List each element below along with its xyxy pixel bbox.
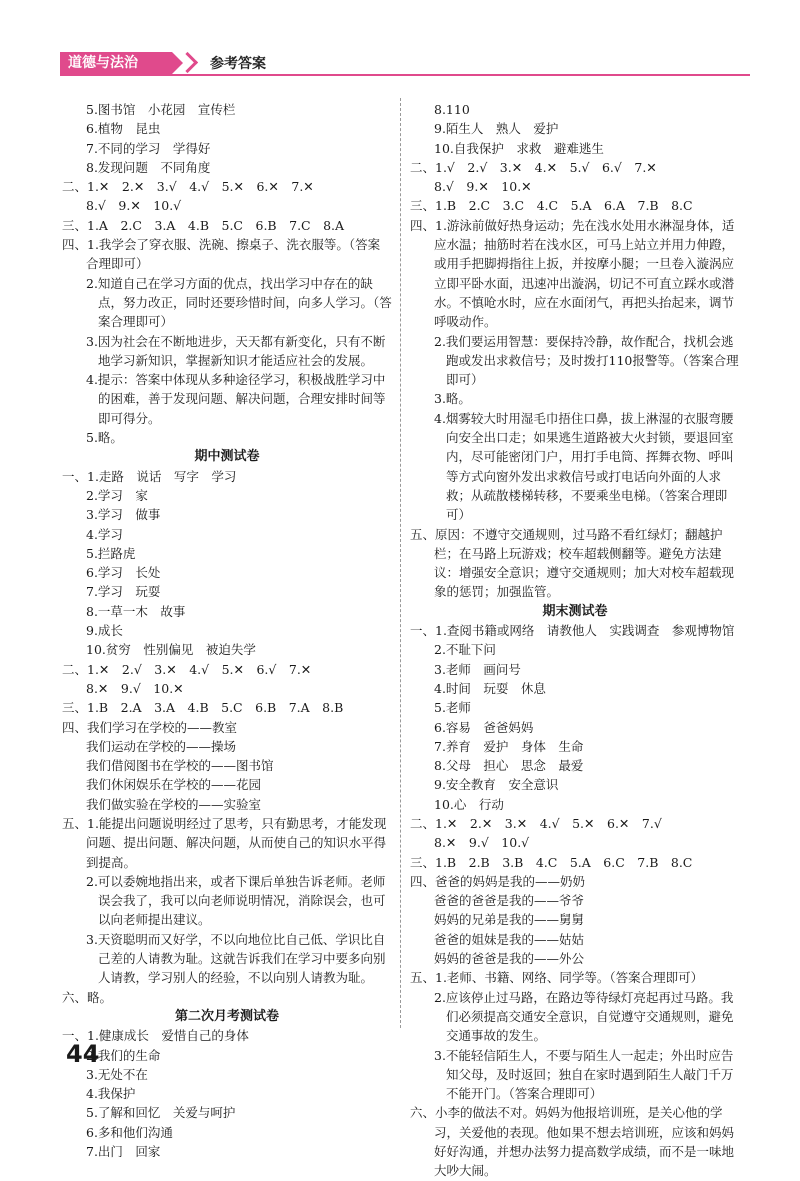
- answer-line: 5.老师: [434, 700, 471, 716]
- answer-line: 3.略。: [434, 391, 471, 407]
- answer-line: 3.老师 画问号: [434, 661, 521, 677]
- answer-line: 2.学习 家: [86, 487, 148, 503]
- left-column: [62, 100, 392, 1161]
- section-title: 期中测试卷: [194, 449, 260, 465]
- answer-line: 8.√ 9.✕ 10.✕: [434, 179, 532, 195]
- answer-line: 四、我们学习在学校的——教室: [62, 719, 238, 735]
- answer-line: 我们运动在学校的——操场: [86, 738, 237, 754]
- answer-line: 3.天资聪明而又好学，不以向地位比自己低、学识比自己差的人请教为耻。这就告诉我们在学习中要多向别人请教，学习别人的经验，不以向别人请教为耻。: [86, 931, 386, 986]
- answer-line: 四、1.我学会了穿衣服、洗碗、擦桌子、洗衣服等。（答案合理即可）: [62, 237, 381, 272]
- page-number: 44: [66, 1040, 100, 1068]
- answer-line: 6.学习 长处: [86, 565, 161, 581]
- answer-line: 2.不耻下问: [434, 642, 496, 658]
- answer-line: 7.养育 爱护 身体 生命: [434, 738, 584, 754]
- answer-line: 7.学习 玩耍: [86, 584, 161, 600]
- answer-line: 6.多和他们沟通: [86, 1124, 173, 1140]
- answer-line: 六、略。: [62, 989, 113, 1005]
- answer-line: 2.应该停止过马路，在路边等待绿灯亮起再过马路。我们必须提高交通安全意识，自觉遵守交通规则，避免交通事故的发生。: [434, 989, 734, 1044]
- answer-line: 爸爸的爸爸是我的——爷爷: [434, 893, 585, 909]
- answer-line: 2.我们的生命: [86, 1047, 161, 1063]
- answer-line: 4.烟雾较大时用湿毛巾捂住口鼻，拔上淋湿的衣服弯腰向安全出口走；如果逃生道路被大火封锁，要退回室内，尽可能密闭门户，用打手电筒、挥舞衣物、呼叫等方式向窗外发出求救信号或打电话向外面的人求救；从疏散楼梯转移，不要乘坐电梯。（答案合理即可）: [434, 410, 734, 523]
- answer-line: 5.了解和回忆 关爱与呵护: [86, 1105, 236, 1121]
- answer-line: 五、原因：不遵守交通规则，过马路不看红绿灯；翻越护栏；在马路上玩游戏；校车超载侧翻等。避免方法建议：增强安全意识；遵守交通规则；加大对校车超载现象的惩罚；加强监管。: [410, 526, 735, 600]
- answer-line: 3.学习 做事: [86, 507, 161, 523]
- answer-line: 9.成长: [86, 623, 123, 639]
- header-title: 参考答案: [210, 56, 266, 72]
- answer-line: 8.✕ 9.√ 10.✕: [86, 680, 184, 696]
- answer-line: 妈妈的爸爸是我的——外公: [434, 951, 585, 967]
- answer-line: 二、1.✕ 2.✕ 3.✕ 4.√ 5.✕ 6.✕ 7.√: [410, 815, 662, 831]
- answer-line: 我们借阅图书在学校的——图书馆: [86, 758, 274, 774]
- answer-line: 一、1.查阅书籍或网络 请教他人 实践调查 参观博物馆: [410, 623, 735, 639]
- answer-line: 6.容易 爸爸妈妈: [434, 719, 534, 735]
- column-divider: [400, 98, 401, 1028]
- answer-line: 7.不同的学习 学得好: [86, 140, 211, 156]
- answer-line: 一、1.健康成长 爱惜自己的身体: [62, 1028, 249, 1044]
- right-column: [410, 100, 740, 1181]
- answer-line: 六、小李的做法不对。妈妈为他报培训班，是关心他的学习，关爱他的表现。他如果不想去培训班，应该和妈妈好好沟通，并想办法努力提高数学成绩，而不是一味地大吵大闹。: [410, 1105, 735, 1179]
- answer-line: 二、1.√ 2.√ 3.✕ 4.✕ 5.√ 6.√ 7.✕: [410, 159, 657, 175]
- answer-line: 8.父母 担心 思念 最爱: [434, 758, 584, 774]
- answer-line: 四、爸爸的妈妈是我的——奶奶: [410, 873, 586, 889]
- answer-line: 四、1.游泳前做好热身运动；先在浅水处用水淋湿身体，适应水温；抽筋时若在浅水区，可马上站立并用力伸蹬，或用手把脚拇指往上扳，并按摩小腿；一旦卷入漩涡应立即平卧水面，迅速冲出漩涡，切记不可直立踩水或潜水。不慎呛水时，应在水面闭气，再把头抬起来，调节呼吸动作。: [410, 217, 735, 330]
- answer-line: 8.√ 9.✕ 10.√: [86, 198, 182, 214]
- answer-line: 3.不能轻信陌生人，不要与陌生人一起走；外出时应告知父母，及时返回；独自在家时遇到陌生人敲门千万不能开门。（答案合理即可）: [434, 1047, 734, 1102]
- answer-line: 我们休闲娱乐在学校的——花园: [86, 777, 262, 793]
- answer-line: 2.知道自己在学习方面的优点，找出学习中存在的缺点，努力改正，同时还要珍惜时间，向多人学习。（答案合理即可）: [86, 275, 392, 330]
- answer-line: 二、1.✕ 2.√ 3.✕ 4.√ 5.✕ 6.√ 7.✕: [62, 661, 312, 677]
- header-underline: [60, 74, 750, 76]
- answer-line: 6.植物 昆虫: [86, 121, 161, 137]
- answer-line: 5.拦路虎: [86, 545, 136, 561]
- answer-line: 10.贫穷 性别偏见 被迫失学: [86, 642, 256, 658]
- answer-line: 9.陌生人 熟人 爱护: [434, 121, 559, 137]
- answer-line: 8.110: [434, 102, 470, 117]
- answer-line: 2.可以委婉地指出来，或者下课后单独告诉老师。老师误会我了，我可以向老师说明情况，消除误会，也可以向老师提出建议。: [86, 873, 386, 928]
- answer-line: 三、1.B 2.A 3.A 4.B 5.C 6.B 7.A 8.B: [62, 700, 344, 716]
- answer-line: 三、1.B 2.B 3.B 4.C 5.A 6.C 7.B 8.C: [410, 854, 693, 870]
- answer-line: 爸爸的姐妹是我的——姑姑: [434, 931, 585, 947]
- answer-line: 5.图书馆 小花园 宣传栏: [86, 102, 236, 117]
- answer-line: 8.✕ 9.√ 10.√: [434, 835, 530, 851]
- answer-line: 2.我们要运用智慧：要保持冷静，故作配合，找机会逃跑或发出求救信号；及时拨打110报警等。（答案合理即可）: [434, 333, 739, 388]
- section-title: 期末测试卷: [542, 603, 608, 619]
- section-title: 第二次月考测试卷: [174, 1008, 279, 1024]
- answer-line: 3.因为社会在不断地进步，天天都有新变化，只有不断地学习新知识，掌握新知识才能适应社会的发展。: [86, 333, 386, 368]
- answer-line: 4.学习: [86, 526, 123, 542]
- answer-line: 8.一草一木 故事: [86, 603, 186, 619]
- answer-line: 五、1.能提出问题说明经过了思考，只有勤思考，才能发现问题、提出问题、解决问题，从而使自己的知识水平得到提高。: [62, 815, 387, 870]
- answer-line: 五、1.老师、书籍、网络、同学等。（答案合理即可）: [410, 970, 704, 986]
- answer-line: 4.时间 玩耍 休息: [434, 680, 546, 696]
- answer-line: 8.发现问题 不同角度: [86, 159, 211, 175]
- answer-line: 4.我保护: [86, 1086, 136, 1102]
- answer-line: 7.出门 回家: [86, 1144, 161, 1160]
- answer-line: 10.自我保护 求救 避难逃生: [434, 140, 604, 156]
- page-header: [60, 52, 750, 74]
- answer-line: 一、1.走路 说话 写字 学习: [62, 468, 237, 484]
- answer-line: 三、1.B 2.C 3.C 4.C 5.A 6.A 7.B 8.C: [410, 198, 693, 214]
- answer-line: 4.提示：答案中体现从多种途径学习，积极战胜学习中的困难，善于发现问题、解决问题，合理安排时间等即可得分。: [86, 372, 386, 426]
- answer-line: 我们做实验在学校的——实验室: [86, 796, 262, 812]
- answer-line: 妈妈的兄弟是我的——舅舅: [434, 912, 585, 928]
- subject-badge: 道德与法治: [60, 52, 172, 74]
- answer-line: 3.无处不在: [86, 1066, 148, 1082]
- answer-line: 二、1.✕ 2.✕ 3.√ 4.√ 5.✕ 6.✕ 7.✕: [62, 179, 314, 195]
- answer-line: 10.心 行动: [434, 796, 504, 812]
- answer-line: 9.安全教育 安全意识: [434, 777, 559, 793]
- answer-line: 5.略。: [86, 430, 123, 446]
- answer-line: 三、1.A 2.C 3.A 4.B 5.C 6.B 7.C 8.A: [62, 217, 345, 233]
